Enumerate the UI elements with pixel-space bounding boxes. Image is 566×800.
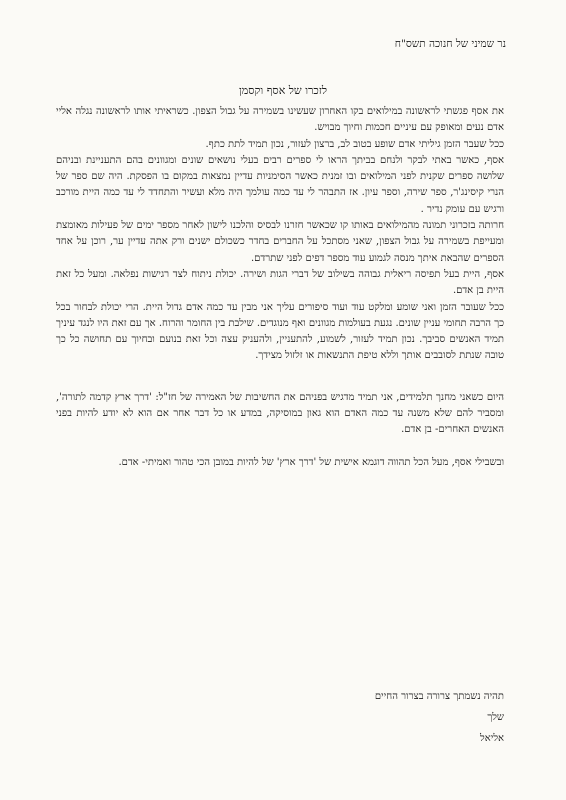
letter-title: לזכרו של אסף וקסמן: [238, 84, 328, 97]
paragraph-first-meeting: את אסף פגשתי לראשונה במילואים בקו האחרון שעשינו בשמירה על גבול הצפון. כשראיתי אותו לראשונה נגלה אליי אדם נעים ומאופק עם עיניים חכמות וחיוך מבויש.: [56, 106, 504, 134]
closing-blessing: תהיה נשמתך צרורה בצרור החיים: [374, 691, 504, 702]
paragraph-derech-eretz: היום כשאני מחנך תלמידים, אני תמיד מדגיש בפניהם את החשיבות של האמירה של חז"ל: 'דרך ארץ קדמה לתורה', ומסביר להם שלא משנה עד כמה האדם הוא גאון במוסיקה, במדע או כל דבר אחר אם הוא לא יודע להיות בפני האנשים האחרים- בן אדם.: [56, 391, 504, 436]
paragraph-character: אסף, היית בעל תפיסה ריאלית גבוהה בשילוב של דברי הגות ושירה. יכולת ניתוח לצד רגישות נפלאה. ומעל כל זאת היית בן אדם.: [56, 268, 504, 297]
paragraph-great-person: ככל שעובר הזמן ואני שומע ומלקט עוד ועוד סיפורים עליך אני מבין עד כמה אדם גדול היית. הרי יכולת לבחור בכל כך הרבה תחומי עניין שונים. נגעת בעולמות מגוונים ואף מנוגדים. שילבת בין החומר והרוח. אך עם זאת היו לנגד עיניך תמיד האנשים סביבך. נכון תמיד לעזור, לשמוע, להתעניין, ולהעניק עצה וכל זאת בנועם ובחיוך עם תחושה כל כך טובה שנתת לסובבים אותך וללא טיפת התנשאות או זלזול מצידך.: [56, 301, 504, 362]
paragraph-good-heart: ככל שעבר הזמן גיליתי אדם שופע בטוב לב, ברצון לעזור, נכון תמיד לתת כתף.: [205, 138, 504, 150]
letter-closing: [375, 686, 504, 749]
paragraph-memory: חרותה בזכרוני תמונה מהמילואים באותו קו שכאשר חזרנו לבסיס והלכנו לישון לאחר מספר ימים של פעילות מאומצת ומעייפת בשמירה על גבול הצפון, שאני מסתכל על החברים בחדר כשכולם ישנים ורק אתה עדיין ער, רוכן על אחד הספרים שהבאת איתך מנסה לגמוע עוד מספר דפים לפני שתרדם.: [56, 220, 504, 264]
closing-yours: שלך: [487, 712, 504, 723]
letter-body: [56, 104, 504, 471]
paragraph-books: אסף, כאשר באתי לבקר ולנחם בביתך הראו לי ספרים רבים בעלי נושאים שונים ומגוונים בהם התעניינת ובניהם שלושה ספרים שקנית לפני המילואים ובו זמנית כאשר הסימניות עדיין נמצאות במקום בו הפסקת. היה שם ספר של הנרי קיסינג'ר, ספר שירה, וספר עיון. אז התבהר לי עד כמה עולמך היה מלא ועשיר והתחדד לי עד כמה היית מורכב ורגיש עם עומק נדיר .: [56, 154, 504, 215]
letter-date: נר שמיני של חנוכה תשס"ח: [394, 38, 506, 50]
closing-signature: אליאל: [480, 733, 504, 744]
paragraph-example: ובשבילי אסף, מעל הכל תהווה דוגמא אישית של 'דרך ארץ' של להיות במובן הכי טהור ואמיתי- אדם.: [118, 456, 504, 468]
